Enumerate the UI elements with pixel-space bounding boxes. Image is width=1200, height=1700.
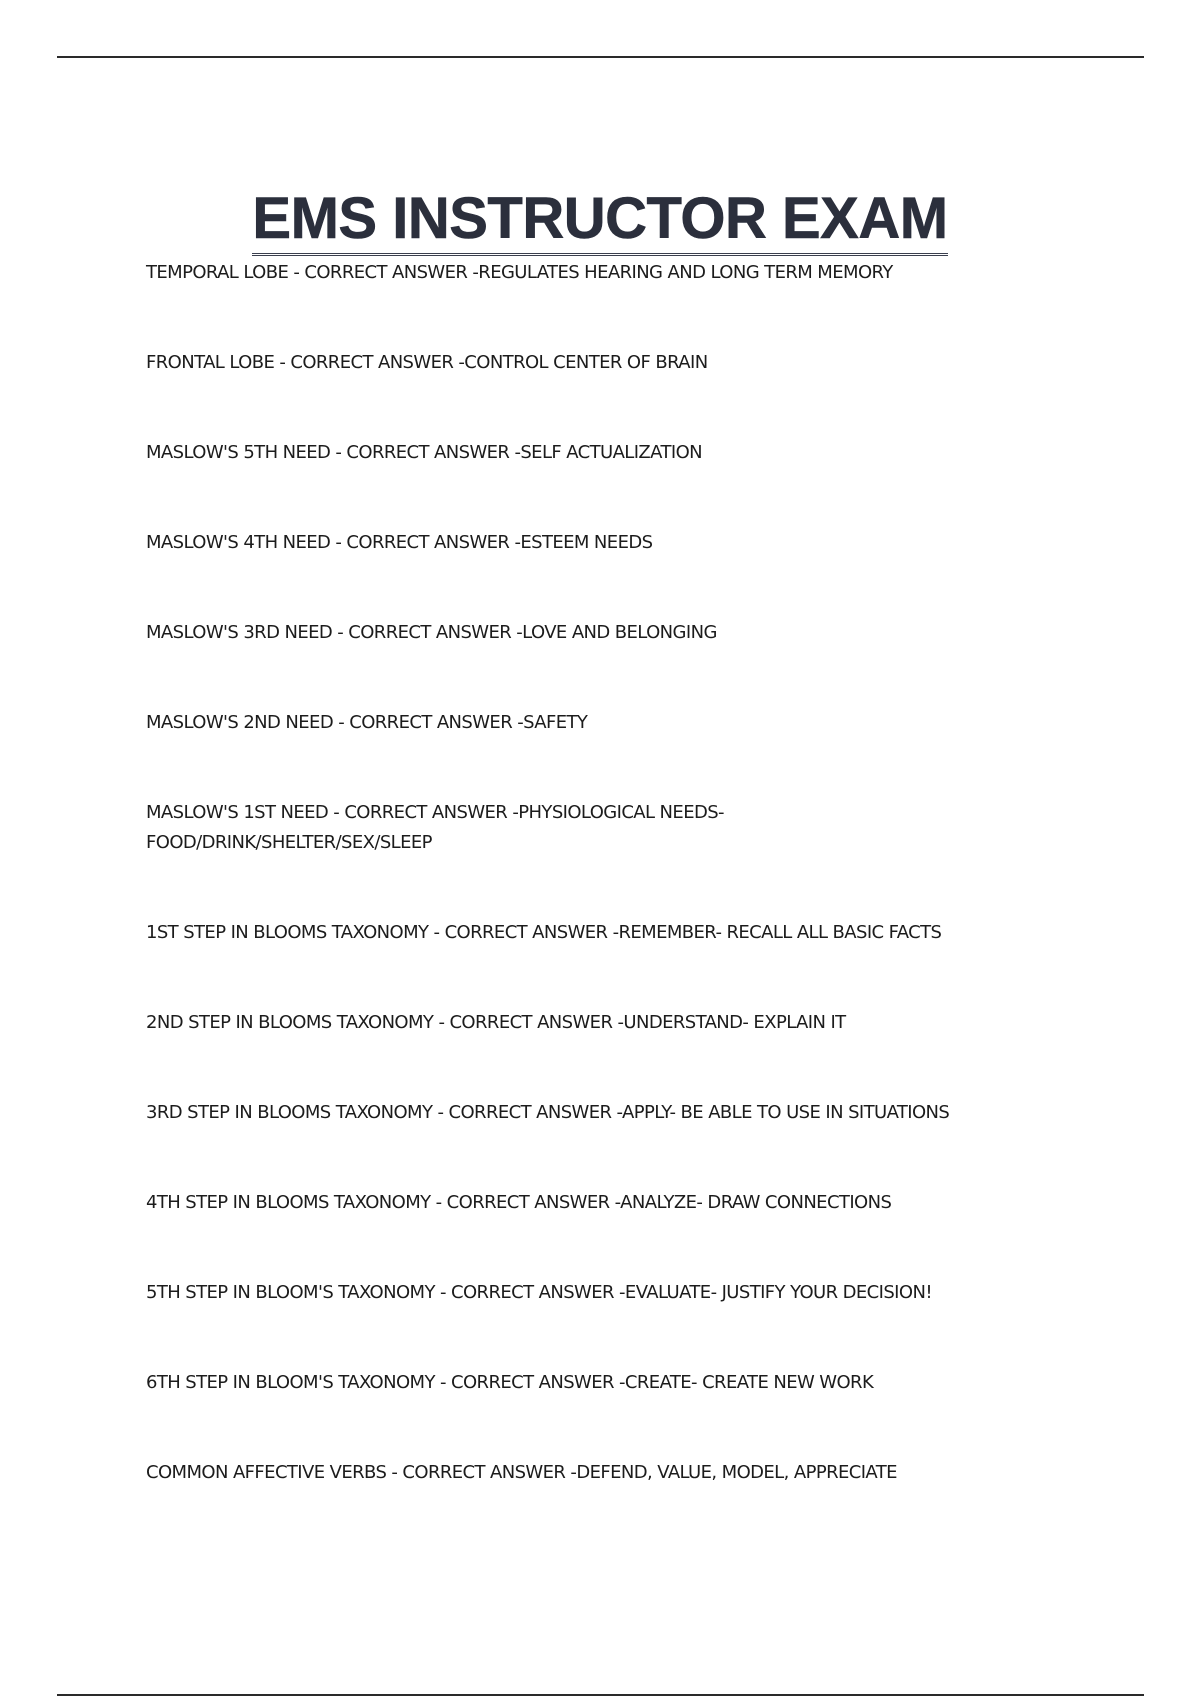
qa-item-maslow-3rd: MASLOW'S 3RD NEED - CORRECT ANSWER -LOVE AND BELONGING: [146, 622, 717, 643]
qa-item-maslow-4th: MASLOW'S 4TH NEED - CORRECT ANSWER -ESTEEM NEEDS: [146, 532, 653, 553]
qa-item-blooms-1st: 1ST STEP IN BLOOMS TAXONOMY - CORRECT ANSWER -REMEMBER- RECALL ALL BASIC FACTS: [146, 922, 942, 943]
qa-item-blooms-4th: 4TH STEP IN BLOOMS TAXONOMY - CORRECT ANSWER -ANALYZE- DRAW CONNECTIONS: [146, 1192, 892, 1213]
document-title: EMS INSTRUCTOR EXAM: [252, 189, 947, 256]
qa-item-blooms-6th: 6TH STEP IN BLOOM'S TAXONOMY - CORRECT ANSWER -CREATE- CREATE NEW WORK: [146, 1372, 874, 1393]
qa-item-blooms-2nd: 2ND STEP IN BLOOMS TAXONOMY - CORRECT ANSWER -UNDERSTAND- EXPLAIN IT: [146, 1012, 846, 1033]
qa-item-maslow-1st: MASLOW'S 1ST NEED - CORRECT ANSWER -PHYSIOLOGICAL NEEDS- FOOD/DRINK/SHELTER/SEX/SLEEP: [146, 802, 724, 853]
qa-item-frontal-lobe: FRONTAL LOBE - CORRECT ANSWER -CONTROL CENTER OF BRAIN: [146, 352, 708, 373]
qa-item-affective-verbs: COMMON AFFECTIVE VERBS - CORRECT ANSWER -DEFEND, VALUE, MODEL, APPRECIATE: [146, 1462, 897, 1483]
qa-list: [146, 258, 1106, 1548]
qa-item-blooms-5th: 5TH STEP IN BLOOM'S TAXONOMY - CORRECT ANSWER -EVALUATE- JUSTIFY YOUR DECISION!: [146, 1282, 932, 1303]
footer-rule: [57, 1694, 1144, 1696]
qa-item-blooms-3rd: 3RD STEP IN BLOOMS TAXONOMY - CORRECT ANSWER -APPLY- BE ABLE TO USE IN SITUATIONS: [146, 1102, 950, 1123]
qa-item-temporal-lobe: TEMPORAL LOBE - CORRECT ANSWER -REGULATES HEARING AND LONG TERM MEMORY: [146, 262, 893, 283]
qa-item-maslow-2nd: MASLOW'S 2ND NEED - CORRECT ANSWER -SAFETY: [146, 712, 588, 733]
qa-item-maslow-5th: MASLOW'S 5TH NEED - CORRECT ANSWER -SELF ACTUALIZATION: [146, 442, 703, 463]
header-rule: [57, 56, 1144, 58]
